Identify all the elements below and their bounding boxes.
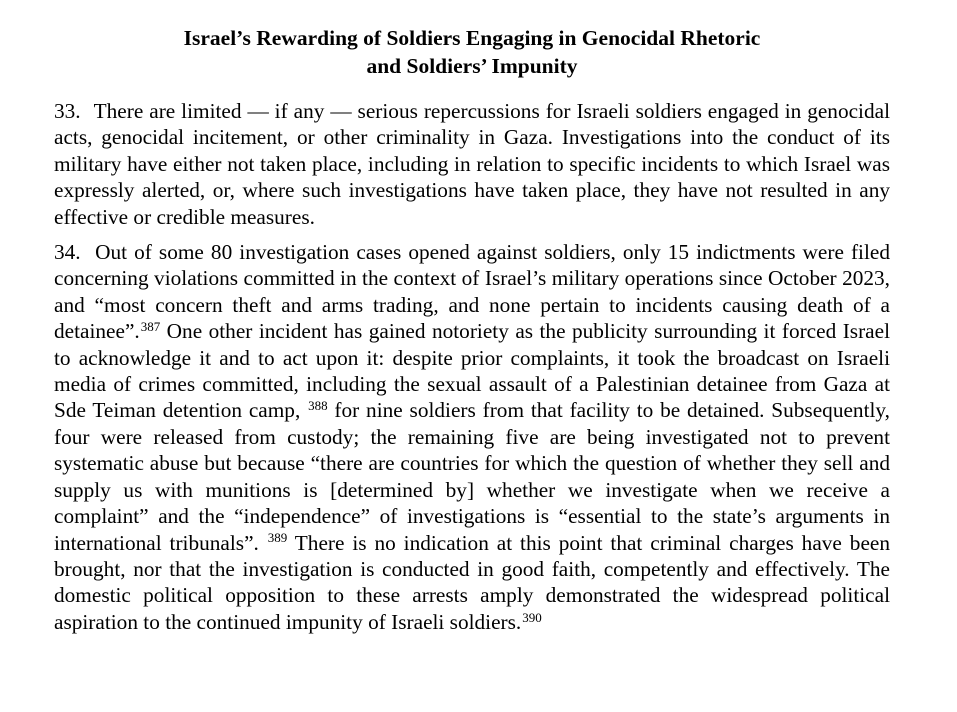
footnote-ref-390[interactable]: 390 <box>522 609 542 625</box>
paragraph-text-segment: for nine soldiers from that facility to be detained. Subsequently, four were released from custody; the remaining five are being investigated not to prevent systematic abuse but because “there are countries for which the question of whether they sell and supply us with munitions is [determined by] whether we investigate when we receive a complaint” and the “independence” of investigations is “essential to the state’s arguments in international tribunals”. <box>54 398 890 555</box>
heading-line-2: and Soldiers’ Impunity <box>366 54 578 78</box>
paragraph-text: There are limited — if any — serious repercussions for Israeli soldiers engaged in genocidal acts, genocidal incitement, or other criminality in Gaza. Investigations into the conduct of its military have either not taken place, including in relation to specific incidents to which Israel was expressly alerted, or, where such investigations have taken place, they have not resulted in any effective or credible measures. <box>54 99 890 229</box>
footnote-ref-389[interactable]: 389 <box>267 530 288 546</box>
footnote-ref-387[interactable]: 387 <box>140 319 161 335</box>
paragraph-number: 34. <box>54 240 81 265</box>
paragraph-number: 33. <box>54 99 81 123</box>
paragraph-text-segment: Out of some 80 investigation cases opened against soldiers, only 15 indictments were filed concerning violations committed in the context of Israel’s military operations since October 2023, and “most concern theft and arms trading, and none pertain to incidents causing death of a detainee”. <box>54 240 890 344</box>
section-heading <box>54 24 890 80</box>
footnote-ref-388[interactable]: 388 <box>308 398 328 414</box>
paragraph-33 <box>54 98 890 230</box>
document-page <box>54 0 890 635</box>
paragraph-34 <box>54 239 890 635</box>
paragraph-text-segment: There is no indication at this point that criminal charges have been brought, nor that the investigation is conducted in good faith, competently and effectively. The domestic political opposition to these arrests amply demonstrated the widespread political aspiration to the continued impunity of Israeli soldiers. <box>54 530 890 634</box>
heading-line-1: Israel’s Rewarding of Soldiers Engaging in Genocidal Rhetoric <box>183 26 761 50</box>
paragraph-text-segment: One other incident has gained notoriety as the publicity surrounding it forced Israel to acknowledge it and to act upon it: despite prior complaints, it took the broadcast on Israeli media of crimes committed, including the sexual assault of a Palestinian detainee from Gaza at Sde Teiman detention camp, <box>54 319 890 423</box>
